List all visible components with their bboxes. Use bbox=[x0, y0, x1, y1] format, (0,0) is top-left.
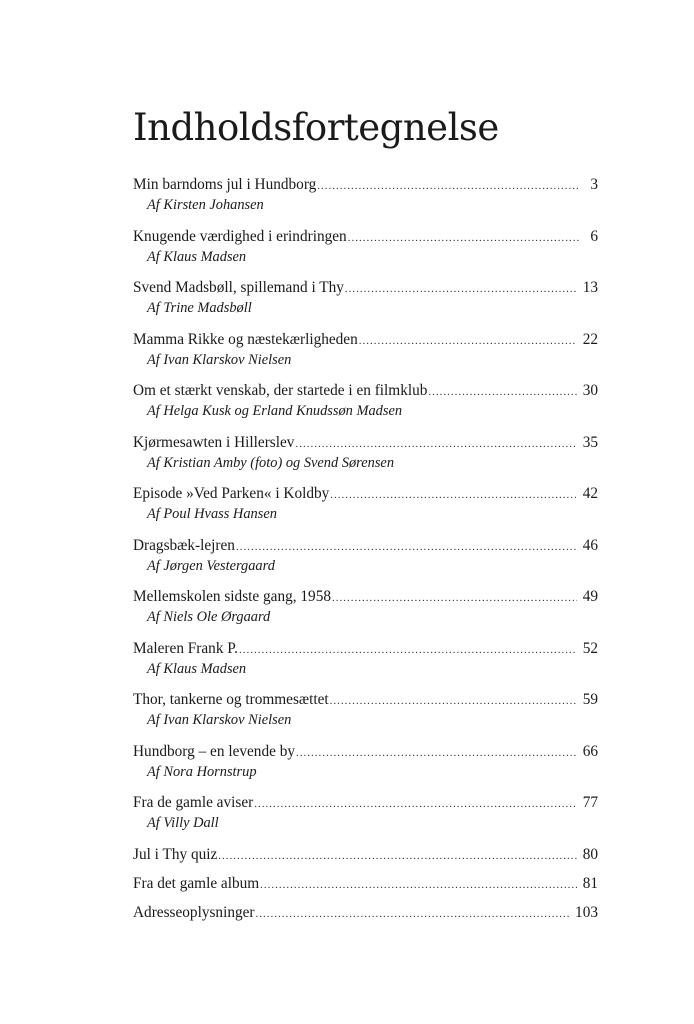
toc-entry-title: Mamma Rikke og næstekærligheden bbox=[133, 330, 358, 348]
toc-page-number: 77 bbox=[582, 794, 598, 811]
dot-leader bbox=[254, 794, 577, 815]
toc-page-number: 52 bbox=[582, 639, 598, 657]
toc-page-number: 22 bbox=[582, 330, 598, 348]
toc-page-number: 35 bbox=[582, 433, 598, 451]
dot-leader bbox=[345, 279, 577, 300]
toc-entry bbox=[133, 586, 598, 638]
toc-entry-author: Af Nora Hornstrup bbox=[147, 763, 257, 780]
page-title: Indholdsfortegnelse bbox=[133, 106, 499, 149]
toc-entry bbox=[133, 844, 598, 873]
toc-entry-author: Af Kirsten Johansen bbox=[147, 197, 264, 213]
toc-entry bbox=[133, 792, 598, 844]
toc-page-number: 59 bbox=[582, 691, 598, 708]
toc-entry bbox=[133, 329, 598, 381]
toc-page-number: 46 bbox=[582, 536, 598, 554]
dot-leader bbox=[428, 382, 576, 403]
toc-page-number: 80 bbox=[582, 845, 598, 863]
table-of-contents bbox=[133, 174, 598, 931]
toc-page-number: 3 bbox=[590, 176, 598, 193]
toc-entry-author: Af Trine Madsbøll bbox=[147, 300, 252, 316]
toc-entry-author: Af Kristian Amby (foto) og Svend Sørensen bbox=[147, 454, 395, 471]
toc-entry-author: Af Ivan Klarskov Nielsen bbox=[147, 712, 292, 728]
dot-leader bbox=[317, 176, 580, 197]
toc-entry-title: Mellemskolen sidste gang, 1958 bbox=[133, 588, 331, 605]
toc-entry-line bbox=[133, 638, 598, 659]
toc-entry bbox=[133, 902, 598, 931]
toc-page-number: 13 bbox=[582, 279, 598, 296]
toc-entry-line bbox=[133, 380, 598, 401]
toc-page-number: 42 bbox=[582, 485, 598, 502]
toc-entry-line bbox=[133, 432, 598, 453]
toc-page-number: 6 bbox=[590, 227, 598, 245]
toc-entry-title: Kjørmesawten i Hillerslev bbox=[133, 433, 295, 451]
toc-entry bbox=[133, 535, 598, 587]
toc-entry-title: Min barndoms jul i Hundborg bbox=[133, 176, 317, 193]
toc-entry-title: Jul i Thy quiz bbox=[133, 845, 218, 863]
dot-leader bbox=[330, 691, 577, 712]
toc-entry-title: Thor, tankerne og trommesættet bbox=[133, 691, 329, 708]
dot-leader bbox=[359, 331, 577, 352]
toc-entry bbox=[133, 174, 598, 226]
toc-entry-line bbox=[133, 741, 598, 762]
dot-leader bbox=[330, 485, 576, 506]
dot-leader bbox=[332, 588, 577, 609]
toc-entry bbox=[133, 873, 598, 902]
toc-entry-title: Fra det gamle album bbox=[133, 874, 260, 892]
toc-entry-line bbox=[133, 535, 598, 556]
dot-leader bbox=[236, 537, 577, 558]
toc-entry bbox=[133, 638, 598, 690]
toc-entry-title: Maleren Frank P. bbox=[133, 639, 238, 657]
toc-entry-line bbox=[133, 586, 598, 607]
toc-page-number: 103 bbox=[575, 903, 598, 921]
toc-entry-line bbox=[133, 873, 598, 894]
toc-entry-title: Fra de gamle aviser bbox=[133, 794, 254, 811]
toc-entry-title: Hundborg – en levende by bbox=[133, 742, 295, 760]
toc-entry-title: Knugende værdighed i erindringen bbox=[133, 227, 347, 245]
toc-entry bbox=[133, 432, 598, 484]
toc-entry-author: Af Villy Dall bbox=[147, 815, 219, 831]
dot-leader bbox=[295, 434, 576, 455]
toc-entry-author: Af Poul Hvass Hansen bbox=[147, 506, 277, 522]
toc-entry-author: Af Niels Ole Ørgaard bbox=[147, 609, 271, 625]
toc-entry-title: Adresseoplysninger bbox=[133, 903, 255, 921]
toc-entry bbox=[133, 226, 598, 278]
toc-entry-line bbox=[133, 483, 598, 504]
toc-entry-line bbox=[133, 902, 598, 923]
toc-entry bbox=[133, 277, 598, 329]
toc-page-number: 49 bbox=[582, 588, 598, 605]
toc-entry-line bbox=[133, 277, 598, 298]
toc-entry-line bbox=[133, 792, 598, 813]
toc-entry-title: Svend Madsbøll, spillemand i Thy bbox=[133, 279, 344, 296]
dot-leader bbox=[348, 228, 580, 249]
dot-leader bbox=[256, 904, 570, 925]
dot-leader bbox=[260, 875, 577, 896]
toc-entry bbox=[133, 380, 598, 432]
toc-entry-line bbox=[133, 329, 598, 350]
toc-page-number: 66 bbox=[582, 742, 598, 760]
toc-entry-title: Om et stærkt venskab, der startede i en filmklub bbox=[133, 382, 428, 399]
toc-page-number: 81 bbox=[582, 874, 598, 892]
dot-leader bbox=[296, 743, 577, 764]
toc-entry bbox=[133, 689, 598, 741]
toc-entry-author: Af Jørgen Vestergaard bbox=[147, 557, 275, 574]
dot-leader bbox=[218, 846, 576, 867]
toc-entry-title: Episode »Ved Parken« i Koldby bbox=[133, 485, 330, 502]
toc-entry-line bbox=[133, 174, 598, 195]
toc-entry-author: Af Klaus Madsen bbox=[147, 248, 247, 265]
toc-entry-line bbox=[133, 226, 598, 247]
toc-page-number: 30 bbox=[582, 382, 598, 399]
toc-entry-line bbox=[133, 689, 598, 710]
toc-entry-title: Dragsbæk-lejren bbox=[133, 536, 235, 554]
toc-entry-author: Af Helga Kusk og Erland Knudssøn Madsen bbox=[147, 403, 403, 419]
toc-entry-line bbox=[133, 844, 598, 865]
toc-entry bbox=[133, 741, 598, 793]
dot-leader bbox=[239, 640, 577, 661]
toc-entry-author: Af Klaus Madsen bbox=[147, 660, 247, 677]
toc-entry-author: Af Ivan Klarskov Nielsen bbox=[147, 351, 292, 368]
toc-entry bbox=[133, 483, 598, 535]
